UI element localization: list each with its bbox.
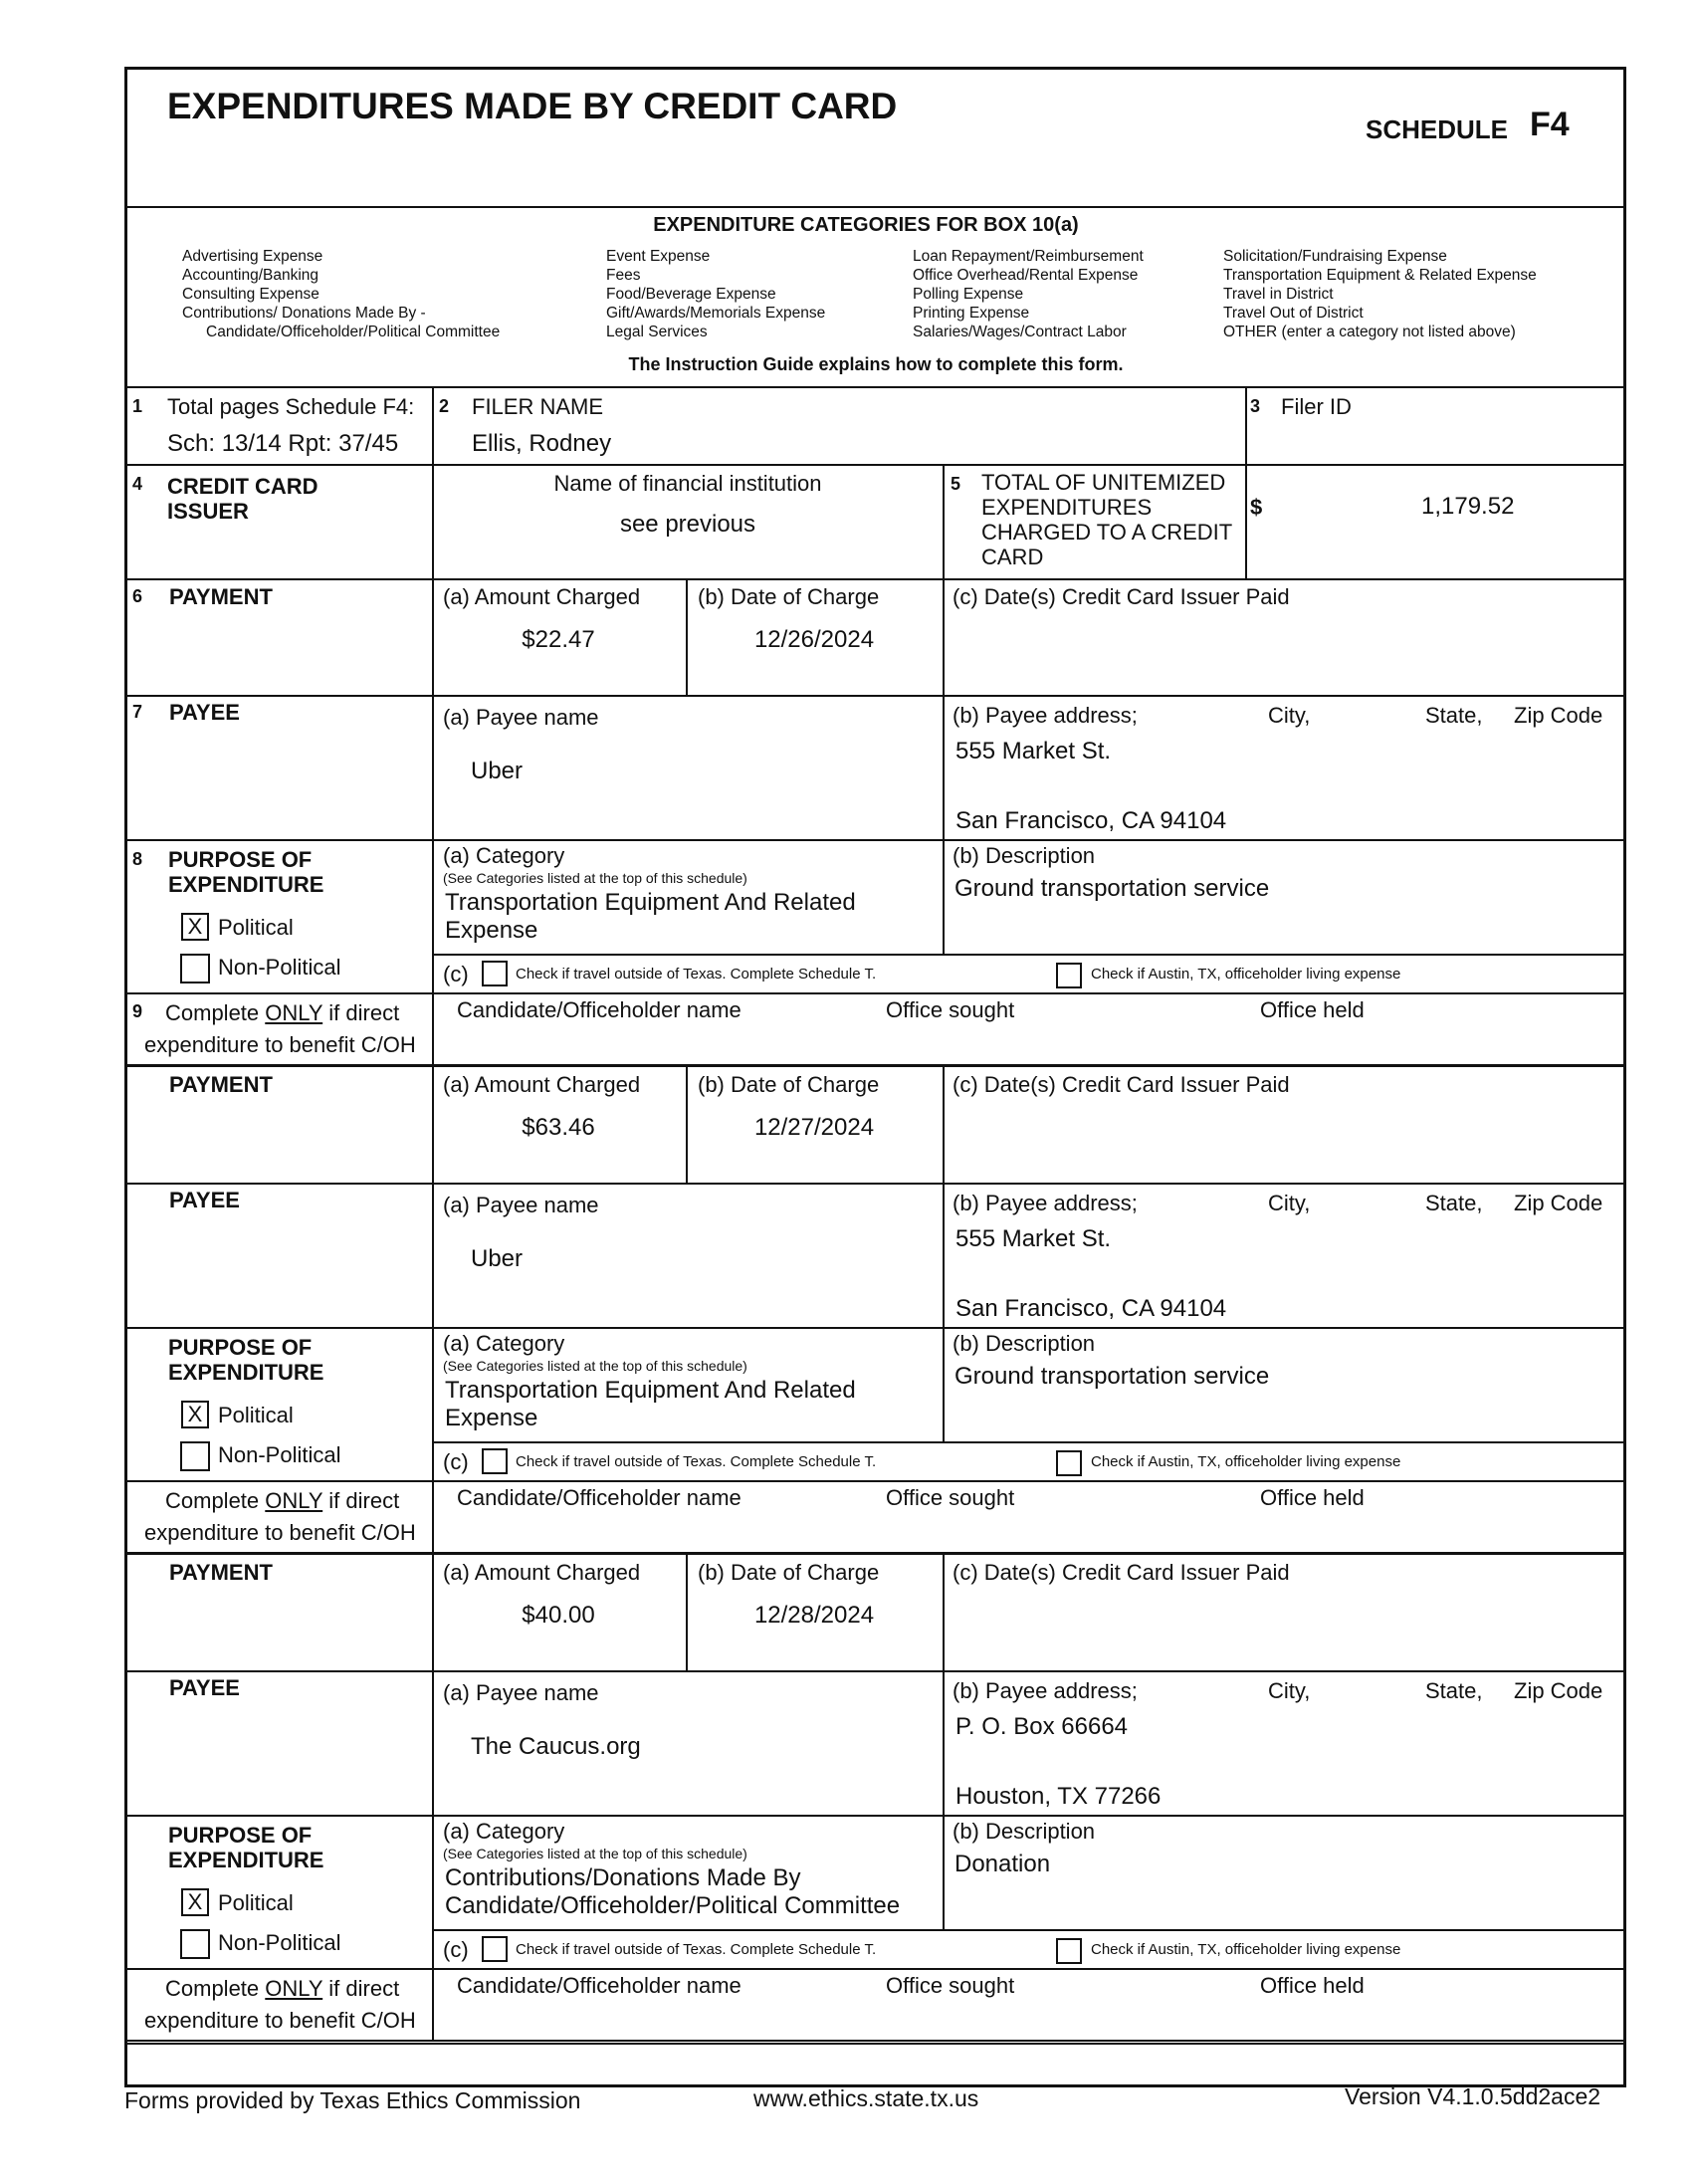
- category-item: Printing Expense: [913, 305, 1030, 322]
- filer-name-label: FILER NAME: [472, 394, 604, 419]
- category-item: Gift/Awards/Memorials Expense: [606, 305, 826, 322]
- non-political-checkbox[interactable]: [180, 1441, 210, 1471]
- office-sought-label: Office sought: [886, 997, 1015, 1022]
- city-label: City,: [1268, 1191, 1311, 1215]
- category-item: Candidate/Officeholder/Political Committee: [206, 324, 501, 340]
- payee-label: PAYEE: [169, 700, 240, 725]
- category-item: Accounting/Banking: [182, 267, 319, 284]
- category-value-line2: Candidate/Officeholder/Political Committee: [445, 1892, 901, 1919]
- complete-only-label: [165, 1000, 399, 1025]
- benefit-coh-label: expenditure to benefit C/OH: [144, 2008, 416, 2033]
- zip-code-label: Zip Code: [1514, 703, 1603, 728]
- description-label: (b) Description: [953, 1331, 1096, 1356]
- description-value: Donation: [954, 1851, 1051, 1877]
- footer-version: Version V4.1.0.5dd2ace2: [1345, 2083, 1601, 2109]
- payee-label: PAYEE: [169, 1675, 240, 1700]
- expenditure-entry: [0, 1066, 1695, 1554]
- financial-institution-label: Name of financial institution: [553, 471, 822, 496]
- purpose-label-1: PURPOSE OF: [168, 1335, 313, 1360]
- travel-outside-texas-checkbox[interactable]: [482, 1936, 508, 1962]
- purpose-label-2: EXPENDITURE: [168, 1360, 324, 1385]
- c-label: (c): [443, 1449, 469, 1474]
- category-label: (a) Category: [443, 1819, 565, 1844]
- category-item: Advertising Expense: [182, 248, 323, 265]
- amount-charged-value: $63.46: [522, 1114, 595, 1141]
- cc-issuer-label-2: ISSUER: [167, 499, 249, 524]
- schedule-word: SCHEDULE: [1366, 114, 1509, 144]
- office-sought-label: Office sought: [886, 1973, 1015, 1998]
- austin-living-expense-checkbox[interactable]: [1056, 963, 1082, 988]
- filer-id-label: Filer ID: [1281, 394, 1352, 419]
- categories-col1: [182, 247, 500, 341]
- amount-charged-label: (a) Amount Charged: [443, 1072, 641, 1097]
- payee-address-line2: San Francisco, CA 94104: [955, 1295, 1227, 1322]
- field-number: 7: [132, 702, 143, 722]
- field-number: 8: [132, 849, 143, 869]
- field-number-1: 1: [132, 396, 143, 416]
- field-number: 9: [132, 1001, 143, 1021]
- travel-outside-texas-label: Check if travel outside of Texas. Complete Schedule T.: [516, 1941, 877, 1958]
- state-label: State,: [1425, 703, 1483, 728]
- date-paid-label: (c) Date(s) Credit Card Issuer Paid: [953, 1072, 1290, 1097]
- amount-charged-label: (a) Amount Charged: [443, 1560, 641, 1585]
- field-number-4: 4: [132, 474, 143, 494]
- travel-outside-texas-label: Check if travel outside of Texas. Complete Schedule T.: [516, 1453, 877, 1470]
- payee-address-label: (b) Payee address;: [953, 1678, 1138, 1703]
- c-label: (c): [443, 962, 469, 986]
- categories-col4: [1223, 247, 1537, 341]
- category-value-line1: Contributions/Donations Made By: [445, 1864, 801, 1891]
- political-checkbox[interactable]: X: [181, 1888, 209, 1916]
- total-pages-label: Total pages Schedule F4:: [167, 394, 415, 419]
- see-categories-note: (See Categories listed at the top of this schedule): [443, 1358, 747, 1374]
- zip-code-label: Zip Code: [1514, 1191, 1603, 1215]
- field-number-5: 5: [951, 474, 961, 494]
- description-value: Ground transportation service: [954, 1363, 1270, 1390]
- office-held-label: Office held: [1260, 997, 1365, 1022]
- payee-name-value: The Caucus.org: [471, 1733, 641, 1760]
- travel-outside-texas-label: Check if travel outside of Texas. Complete Schedule T.: [516, 966, 877, 983]
- travel-outside-texas-checkbox[interactable]: [482, 1448, 508, 1474]
- see-categories-note: (See Categories listed at the top of this schedule): [443, 1846, 747, 1861]
- non-political-label: Non-Political: [218, 1442, 341, 1467]
- purpose-label-1: PURPOSE OF: [168, 847, 313, 872]
- purpose-label-2: EXPENDITURE: [168, 872, 324, 897]
- political-checkbox[interactable]: X: [181, 913, 209, 941]
- field-number-2: 2: [439, 396, 450, 416]
- total-unitemized-label: [981, 470, 1232, 569]
- only-underlined: ONLY: [265, 1488, 323, 1513]
- complete-only-prefix: Complete: [165, 1000, 266, 1025]
- category-item: Event Expense: [606, 248, 711, 265]
- categories-col2: [606, 247, 825, 341]
- payee-address-line1: 555 Market St.: [955, 1225, 1112, 1252]
- political-checkbox[interactable]: X: [181, 1401, 209, 1428]
- complete-only-suffix: if direct: [322, 1000, 400, 1025]
- amount-charged-value: $40.00: [522, 1602, 595, 1629]
- complete-only-label: [165, 1488, 399, 1513]
- benefit-coh-label: expenditure to benefit C/OH: [144, 1520, 416, 1545]
- category-item: OTHER (enter a category not listed above): [1223, 324, 1516, 340]
- benefit-coh-label: expenditure to benefit C/OH: [144, 1032, 416, 1057]
- description-value: Ground transportation service: [954, 875, 1270, 902]
- category-item: Travel Out of District: [1223, 305, 1364, 322]
- austin-living-expense-label: Check if Austin, TX, officeholder living expense: [1091, 1941, 1401, 1958]
- category-item: Travel in District: [1223, 286, 1334, 303]
- complete-only-label: [165, 1976, 399, 2001]
- category-item: Loan Repayment/Reimbursement: [913, 248, 1144, 265]
- date-paid-label: (c) Date(s) Credit Card Issuer Paid: [953, 584, 1290, 609]
- payee-address-label: (b) Payee address;: [953, 703, 1138, 728]
- date-paid-label: (c) Date(s) Credit Card Issuer Paid: [953, 1560, 1290, 1585]
- description-label: (b) Description: [953, 843, 1096, 868]
- category-item: Office Overhead/Rental Expense: [913, 267, 1139, 284]
- political-label: Political: [218, 915, 294, 940]
- expenditure-entry: [0, 1554, 1695, 2042]
- category-item: Legal Services: [606, 324, 708, 340]
- austin-living-expense-checkbox[interactable]: [1056, 1938, 1082, 1964]
- non-political-checkbox[interactable]: [180, 1929, 210, 1959]
- c-label: (c): [443, 1937, 469, 1962]
- office-held-label: Office held: [1260, 1973, 1365, 1998]
- category-item: Consulting Expense: [182, 286, 319, 303]
- political-label: Political: [218, 1403, 294, 1427]
- category-item: Fees: [606, 267, 641, 284]
- dollar-sign: $: [1250, 495, 1263, 520]
- non-political-checkbox[interactable]: [180, 954, 210, 983]
- zip-code-label: Zip Code: [1514, 1678, 1603, 1703]
- payment-label: PAYMENT: [169, 1560, 273, 1585]
- payee-name-label: (a) Payee name: [443, 1680, 599, 1705]
- filer-name-value: Ellis, Rodney: [472, 430, 612, 457]
- field-number-3: 3: [1250, 396, 1261, 416]
- category-item: Transportation Equipment & Related Expense: [1223, 267, 1537, 284]
- total-unitemized-line: EXPENDITURES: [981, 495, 1153, 520]
- category-label: (a) Category: [443, 1331, 565, 1356]
- category-value-line2: Expense: [445, 1405, 538, 1431]
- candidate-name-label: Candidate/Officeholder name: [457, 1973, 742, 1998]
- footer-provider: Forms provided by Texas Ethics Commission: [124, 2087, 581, 2113]
- category-item: Contributions/ Donations Made By -: [182, 305, 426, 322]
- schedule-code: F4: [1530, 106, 1570, 143]
- form-title: EXPENDITURES MADE BY CREDIT CARD: [167, 86, 898, 126]
- office-held-label: Office held: [1260, 1485, 1365, 1510]
- non-political-label: Non-Political: [218, 1930, 341, 1955]
- only-underlined: ONLY: [265, 1000, 323, 1025]
- category-label: (a) Category: [443, 843, 565, 868]
- category-value-line1: Transportation Equipment And Related: [445, 889, 856, 916]
- categories-heading: EXPENDITURE CATEGORIES FOR BOX 10(a): [653, 214, 1079, 236]
- complete-only-prefix: Complete: [165, 1488, 266, 1513]
- field-number: 6: [132, 586, 143, 606]
- date-of-charge-value: 12/26/2024: [753, 626, 875, 653]
- date-of-charge-label: (b) Date of Charge: [698, 584, 880, 609]
- category-item: Solicitation/Fundraising Expense: [1223, 248, 1447, 265]
- amount-charged-label: (a) Amount Charged: [443, 584, 641, 609]
- complete-only-suffix: if direct: [322, 1976, 400, 2001]
- total-unitemized-value: 1,179.52: [1421, 493, 1515, 520]
- payee-address-line1: 555 Market St.: [955, 738, 1112, 764]
- date-of-charge-label: (b) Date of Charge: [698, 1072, 880, 1097]
- payment-label: PAYMENT: [169, 1072, 273, 1097]
- political-label: Political: [218, 1890, 294, 1915]
- non-political-label: Non-Political: [218, 955, 341, 980]
- complete-only-suffix: if direct: [322, 1488, 400, 1513]
- total-unitemized-line: CHARGED TO A CREDIT: [981, 520, 1233, 545]
- amount-charged-value: $22.47: [522, 626, 595, 653]
- category-item: Polling Expense: [913, 286, 1024, 303]
- payee-name-label: (a) Payee name: [443, 705, 599, 730]
- see-categories-note: (See Categories listed at the top of this schedule): [443, 870, 747, 886]
- austin-living-expense-label: Check if Austin, TX, officeholder living expense: [1091, 1453, 1401, 1470]
- state-label: State,: [1425, 1191, 1483, 1215]
- instruction-guide-note: The Instruction Guide explains how to complete this form.: [628, 354, 1124, 374]
- date-of-charge-value: 12/27/2024: [753, 1114, 875, 1141]
- cc-issuer-label-1: CREDIT CARD: [167, 474, 318, 499]
- complete-only-prefix: Complete: [165, 1976, 266, 2001]
- payee-name-value: Uber: [471, 758, 524, 784]
- office-sought-label: Office sought: [886, 1485, 1015, 1510]
- categories-col3: [913, 247, 1144, 341]
- category-item: Salaries/Wages/Contract Labor: [913, 324, 1127, 340]
- payee-address-line2: Houston, TX 77266: [955, 1783, 1162, 1810]
- total-unitemized-line: TOTAL OF UNITEMIZED: [981, 470, 1226, 495]
- payee-address-line1: P. O. Box 66664: [955, 1713, 1129, 1740]
- payee-address-label: (b) Payee address;: [953, 1191, 1138, 1215]
- city-label: City,: [1268, 703, 1311, 728]
- financial-institution-value: see previous: [619, 511, 756, 538]
- category-item: Food/Beverage Expense: [606, 286, 776, 303]
- date-of-charge-label: (b) Date of Charge: [698, 1560, 880, 1585]
- expenditure-entry: [0, 578, 1695, 1066]
- category-value-line1: Transportation Equipment And Related: [445, 1377, 856, 1404]
- state-label: State,: [1425, 1678, 1483, 1703]
- candidate-name-label: Candidate/Officeholder name: [457, 997, 742, 1022]
- payment-label: PAYMENT: [169, 584, 273, 609]
- payee-label: PAYEE: [169, 1188, 240, 1212]
- payee-name-label: (a) Payee name: [443, 1193, 599, 1217]
- payee-name-value: Uber: [471, 1245, 524, 1272]
- footer-url[interactable]: www.ethics.state.tx.us: [753, 2085, 979, 2111]
- description-label: (b) Description: [953, 1819, 1096, 1844]
- category-value-line2: Expense: [445, 917, 538, 944]
- total-unitemized-line: CARD: [981, 545, 1044, 569]
- payee-address-line2: San Francisco, CA 94104: [955, 807, 1227, 834]
- candidate-name-label: Candidate/Officeholder name: [457, 1485, 742, 1510]
- austin-living-expense-label: Check if Austin, TX, officeholder living expense: [1091, 966, 1401, 983]
- austin-living-expense-checkbox[interactable]: [1056, 1450, 1082, 1476]
- purpose-label-1: PURPOSE OF: [168, 1823, 313, 1848]
- date-of-charge-value: 12/28/2024: [753, 1602, 875, 1629]
- total-pages-value: Sch: 13/14 Rpt: 37/45: [167, 430, 399, 457]
- only-underlined: ONLY: [265, 1976, 323, 2001]
- city-label: City,: [1268, 1678, 1311, 1703]
- travel-outside-texas-checkbox[interactable]: [482, 961, 508, 986]
- purpose-label-2: EXPENDITURE: [168, 1848, 324, 1872]
